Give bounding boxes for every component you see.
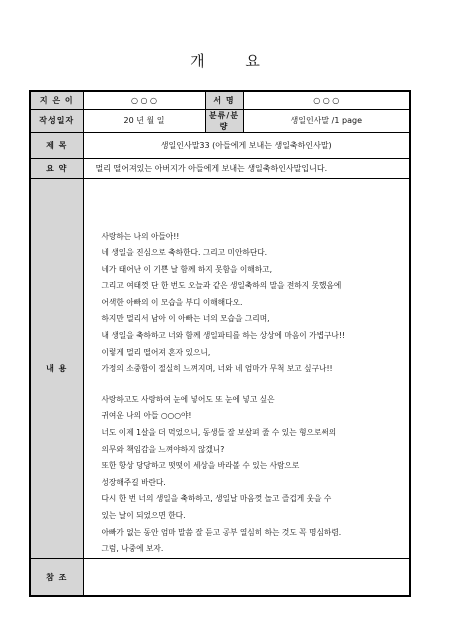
subject-row <box>30 132 410 158</box>
overview-form-table <box>29 90 411 597</box>
content-line: 있는 날이 되었으면 한다. <box>101 511 186 520</box>
author-label: 지 은 이 <box>30 91 83 109</box>
content-line: 이렇게 멀리 떨어져 혼자 있으니, <box>101 347 211 357</box>
date-row <box>30 109 410 132</box>
page-title: 개 요 <box>190 52 278 70</box>
content-line: 내 생일을 축하하고 너와 함께 생일파티를 하는 상상에 마음이 가볍구나!! <box>101 331 346 341</box>
date-value: 20 년 월 일 <box>83 109 205 132</box>
content-line: 귀여운 나의 아들 ○○○야! <box>101 411 192 421</box>
content-line: 그럼, 나중에 보자. <box>101 544 164 554</box>
reference-label: 참 조 <box>30 558 83 596</box>
content-line: 어색한 아빠의 이 모습을 부디 이해해다오. <box>101 297 243 307</box>
signature-value: ○ ○ ○ <box>243 91 410 109</box>
reference-value <box>83 558 410 596</box>
category-value: 생일인사말 /1 page <box>243 109 410 132</box>
content-line: 너도 이제 1살을 더 먹었으니, 동생들 잘 보살펴 줄 수 있는 형으로써의 <box>101 428 337 438</box>
content-line: 사랑하는 나의 아들아!! <box>101 231 180 241</box>
content-line: 또한 항상 당당하고 떳떳이 세상을 바라볼 수 있는 사람으로 <box>101 461 300 471</box>
paragraph-gap <box>102 378 402 392</box>
content-label: 내 용 <box>30 178 83 558</box>
content-line: 성장해주길 바란다. <box>101 477 166 487</box>
content-line: 네가 태어난 이 기쁜 날 함께 하지 못함을 이해하고, <box>101 264 273 274</box>
content-line: 하지만 멀리서 남아 이 아빠는 너의 모습을 그리며, <box>101 314 270 324</box>
author-row <box>30 91 410 109</box>
reference-row <box>30 558 410 596</box>
summary-value: 멀리 떨어져있는 아버지가 아들에게 보내는 생일축하인사말입니다. <box>83 158 410 178</box>
category-label: 분류/분량 <box>205 109 243 132</box>
summary-row <box>30 158 410 178</box>
author-value: ○ ○ ○ <box>83 91 205 109</box>
content-line: 아빠가 없는 동안 엄마 말씀 잘 듣고 공부 열심히 하는 것도 꼭 명심하렴. <box>101 527 342 537</box>
content-line: 다시 한 번 너의 생일을 축하하고, 생일날 마음껏 놀고 즐겁게 웃을 수 <box>101 494 332 504</box>
content-line: 가정의 소중함이 절실히 느껴지며, 너와 네 엄마가 무척 보고 싶구나!! <box>101 364 333 374</box>
content-line: 네 생일을 진심으로 축하한다. 그리고 미안하단다. <box>101 248 268 258</box>
subject-label: 제 목 <box>30 132 83 158</box>
signature-label: 서 명 <box>205 91 243 109</box>
content-body <box>83 178 410 558</box>
subject-value: 생일인사말33 (아들에게 보내는 생일축하인사말) <box>83 132 410 158</box>
content-line: 그리고 여태껏 단 한 번도 오늘과 같은 생일축하의 말을 전하지 못했음에 <box>101 281 342 291</box>
content-line: 의무와 책임감을 느껴야하지 않겠니? <box>101 444 225 454</box>
summary-label: 요 약 <box>30 158 83 178</box>
date-label: 작성일자 <box>30 109 83 132</box>
content-line: 사랑하고도 사랑하여 눈에 넣어도 또 눈에 넣고 싶은 <box>101 394 275 404</box>
content-row <box>30 178 410 558</box>
